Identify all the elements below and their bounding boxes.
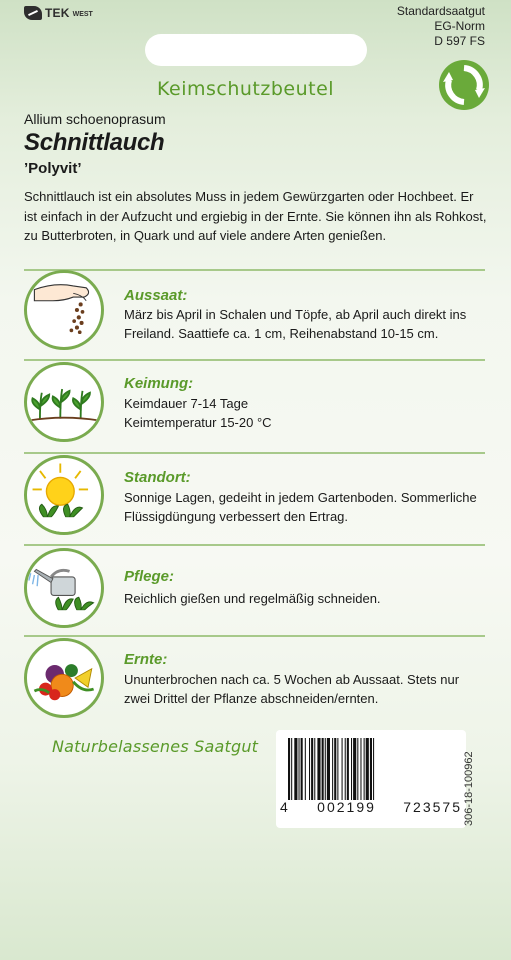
- sun-icon: [24, 455, 104, 535]
- watering-can-icon: [24, 548, 104, 628]
- barcode-bar: [322, 738, 324, 800]
- lot-code: 306-18-100962: [463, 751, 475, 826]
- brand-tek: TEK: [45, 6, 70, 20]
- blank-label-field: [145, 34, 367, 66]
- barcode-bar: [288, 738, 290, 800]
- tekwest-logo: [24, 6, 93, 20]
- divider: [24, 359, 485, 361]
- standard-info: [397, 4, 485, 49]
- divider: [24, 269, 485, 271]
- section-text-ernte: Ununterbrochen nach ca. 5 Wochen ab Aussaat. Stets nur zwei Drittel der Pflanze abschneiden/ernten.: [124, 672, 460, 706]
- section-title-ernte: Ernte:: [124, 651, 168, 668]
- barcode-bar: [357, 738, 358, 800]
- banner-title: Keimschutzbeutel: [157, 78, 335, 100]
- barcode-bar: [309, 738, 310, 800]
- section-title-standort: Standort:: [124, 469, 191, 486]
- standard-line: EG-Norm: [434, 19, 485, 33]
- barcode-bar: [347, 738, 349, 800]
- barcode-bar: [291, 738, 292, 800]
- barcode-bar: [299, 738, 300, 800]
- section-text-keimung: Keimdauer 7-14 Tage Keimtemperatur 15-20 °C: [124, 396, 272, 430]
- barcode-number: [280, 799, 462, 815]
- barcode-bar: [325, 738, 326, 800]
- section-text-aussaat: März bis April in Schalen und Töpfe, ab April auch direkt ins Freiland. Saattiefe ca. 1 cm, Reihenabstand 10-15 cm.: [124, 307, 467, 341]
- barcode-bar: [314, 738, 315, 800]
- recycling-dot-icon: [439, 60, 489, 110]
- barcode-bar: [364, 738, 365, 800]
- divider: [24, 635, 485, 637]
- leaf-logo-icon: [24, 6, 42, 20]
- variety-name: ’Polyvit’: [24, 160, 82, 177]
- brand-west: WEST: [72, 11, 93, 18]
- barcode-bar: [311, 738, 313, 800]
- product-description: Schnittlauch ist ein absolutes Muss in jedem Gewürzgarten oder Hochbeet. Er ist einfach in der Aufzucht und ergiebig in der Ernte. Sie können ihn als Rohkost, zu Butterbroten, in Quark und auf viele andere Arten genießen.: [24, 189, 487, 243]
- sowing-hand-icon: [24, 270, 104, 350]
- barcode-bar: [370, 738, 372, 800]
- barcode-bar: [334, 738, 336, 800]
- barcode-bar: [301, 738, 303, 800]
- latin-name: Allium schoenoprasum: [24, 111, 166, 127]
- tagline: Naturbelassenes Saatgut: [52, 737, 259, 756]
- section-text-standort: Sonnige Lagen, gedeiht in jedem Gartenboden. Sommerliche Flüssigdüngung verbessert den Ertrag.: [124, 490, 477, 524]
- barcode-digit-group: 4: [280, 799, 290, 815]
- section-title-aussaat: Aussaat:: [124, 287, 188, 304]
- barcode-bar: [342, 738, 343, 800]
- divider: [24, 544, 485, 546]
- harvest-vegetables-icon: [24, 638, 104, 718]
- barcode-bar: [360, 738, 361, 800]
- section-title-pflege: Pflege:: [124, 568, 175, 585]
- standard-line: Standardsaatgut: [396, 4, 485, 18]
- barcode-bar: [305, 738, 306, 800]
- standard-line: D 597 FS: [434, 34, 485, 48]
- product-name: Schnittlauch: [24, 129, 165, 156]
- barcode-bar: [345, 738, 346, 800]
- section-title-keimung: Keimung:: [124, 375, 194, 392]
- barcode-bar: [327, 738, 330, 800]
- barcode-bar: [337, 738, 338, 800]
- barcode-bar: [373, 738, 374, 800]
- barcode-bar: [294, 738, 297, 800]
- seedling-icon: [24, 362, 104, 442]
- barcode-bar: [317, 738, 320, 800]
- divider: [24, 452, 485, 454]
- barcode-digit-group: 723575: [403, 799, 462, 815]
- barcode-bar: [351, 738, 352, 800]
- barcode-bar: [332, 738, 333, 800]
- barcode-bar: [366, 738, 369, 800]
- barcode-digit-group: 002199: [317, 799, 376, 815]
- section-text-pflege: Reichlich gießen und regelmäßig schneiden.: [124, 591, 381, 606]
- barcode-bar: [353, 738, 356, 800]
- barcode: [286, 738, 454, 800]
